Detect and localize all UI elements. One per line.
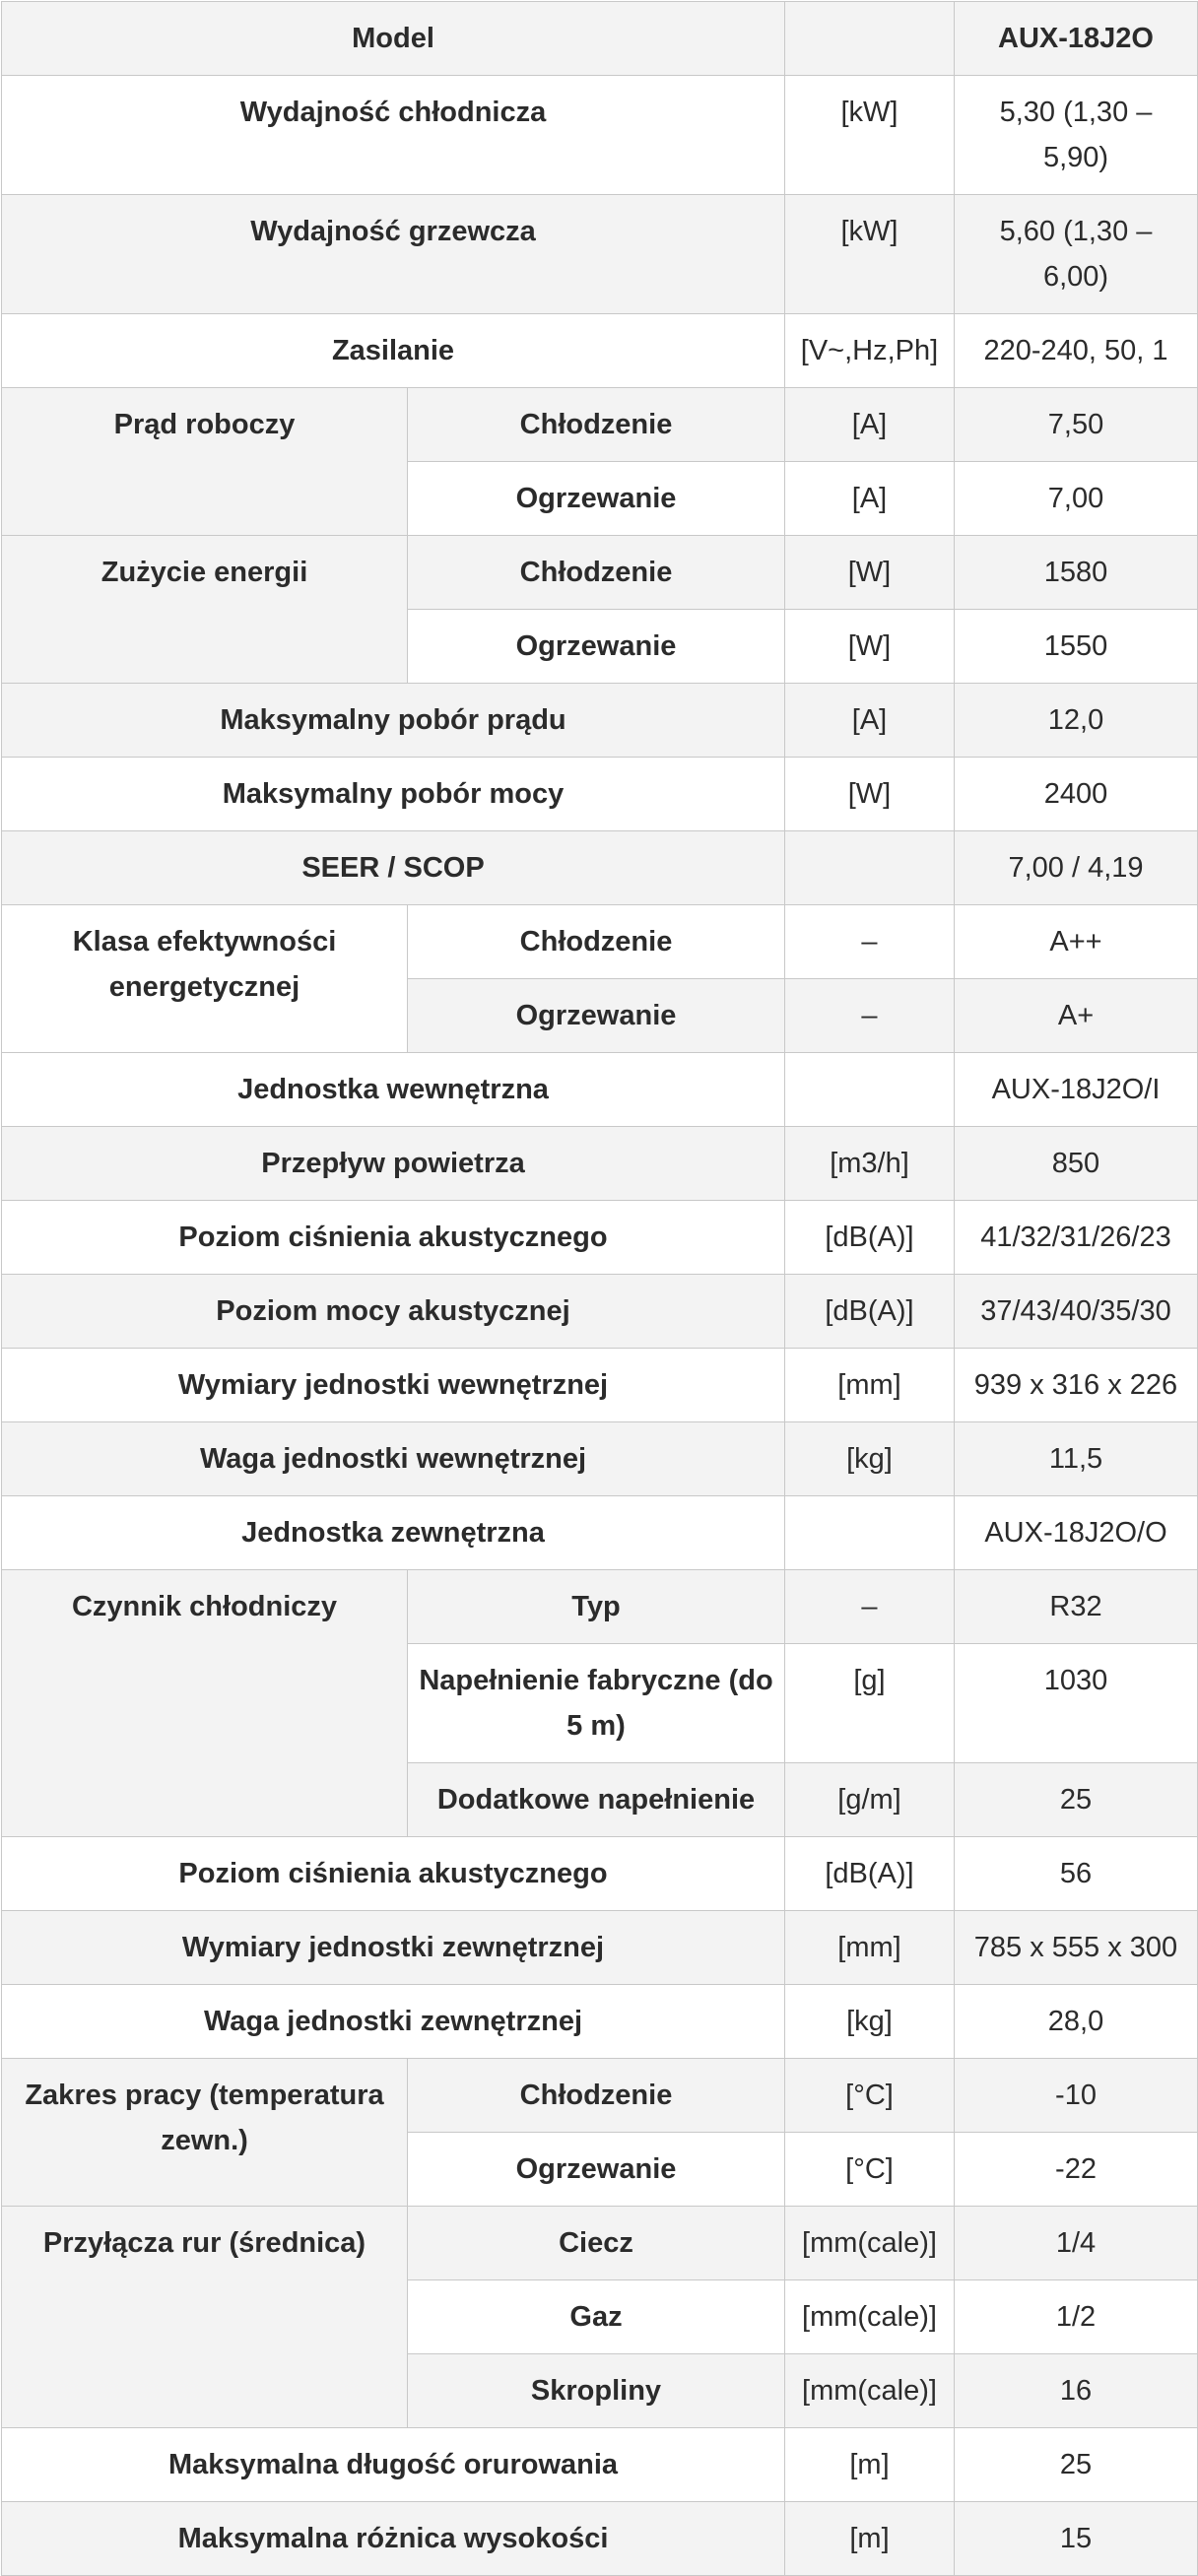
- row-energy-class-cooling: [2, 905, 1198, 979]
- row-energy-use-cooling: [2, 536, 1198, 610]
- row-value: A++: [955, 905, 1198, 979]
- row-label: Wymiary jednostki wewnętrznej: [2, 1349, 785, 1422]
- sub-label: Chłodzenie: [408, 2059, 785, 2133]
- row-value: 28,0: [955, 1985, 1198, 2059]
- row-outdoor-weight: [2, 1985, 1198, 2059]
- row-outdoor-unit: [2, 1496, 1198, 1570]
- sub-label: Skropliny: [408, 2354, 785, 2428]
- row-label: Poziom mocy akustycznej: [2, 1275, 785, 1349]
- header-model-value: AUX-18J2O: [955, 2, 1198, 76]
- sub-label: Ogrzewanie: [408, 610, 785, 684]
- row-heating-capacity: [2, 195, 1198, 314]
- row-unit: [dB(A)]: [785, 1201, 955, 1275]
- row-unit: [kW]: [785, 195, 955, 314]
- row-airflow: [2, 1127, 1198, 1201]
- row-outdoor-sound-pressure: [2, 1837, 1198, 1911]
- row-label: Maksymalny pobór mocy: [2, 758, 785, 831]
- row-pipe-liquid: [2, 2207, 1198, 2280]
- row-unit: [mm(cale)]: [785, 2280, 955, 2354]
- row-value: 220-240, 50, 1: [955, 314, 1198, 388]
- row-unit: [kg]: [785, 1985, 955, 2059]
- row-unit: [mm]: [785, 1911, 955, 1985]
- row-value: 37/43/40/35/30: [955, 1275, 1198, 1349]
- row-value: 1030: [955, 1644, 1198, 1763]
- row-indoor-weight: [2, 1422, 1198, 1496]
- sub-label: Chłodzenie: [408, 388, 785, 462]
- row-unit: [785, 831, 955, 905]
- row-value: 11,5: [955, 1422, 1198, 1496]
- row-indoor-unit: [2, 1053, 1198, 1127]
- sub-label: Chłodzenie: [408, 905, 785, 979]
- row-unit: [mm(cale)]: [785, 2354, 955, 2428]
- row-label: Waga jednostki wewnętrznej: [2, 1422, 785, 1496]
- row-label: Jednostka zewnętrzna: [2, 1496, 785, 1570]
- sub-label: Napełnienie fabryczne (do 5 m): [408, 1644, 785, 1763]
- row-value: 1/4: [955, 2207, 1198, 2280]
- row-operating-range-cooling: [2, 2059, 1198, 2133]
- row-value: 1550: [955, 610, 1198, 684]
- row-value: 7,00: [955, 462, 1198, 536]
- row-unit: [785, 1053, 955, 1127]
- row-unit: –: [785, 905, 955, 979]
- row-unit: [W]: [785, 610, 955, 684]
- row-value: 1/2: [955, 2280, 1198, 2354]
- row-value: 7,50: [955, 388, 1198, 462]
- row-unit: [W]: [785, 536, 955, 610]
- row-value: A+: [955, 979, 1198, 1053]
- row-indoor-dimensions: [2, 1349, 1198, 1422]
- row-value: AUX-18J2O/I: [955, 1053, 1198, 1127]
- row-value: 939 x 316 x 226: [955, 1349, 1198, 1422]
- row-value: 25: [955, 2428, 1198, 2502]
- row-unit: [m]: [785, 2502, 955, 2576]
- row-unit: [A]: [785, 388, 955, 462]
- header-unit: [785, 2, 955, 76]
- row-cooling-capacity: [2, 76, 1198, 195]
- sub-label: Dodatkowe napełnienie: [408, 1763, 785, 1837]
- row-value: 16: [955, 2354, 1198, 2428]
- sub-label: Gaz: [408, 2280, 785, 2354]
- row-value: 2400: [955, 758, 1198, 831]
- group-label: Zakres pracy (temperatura zewn.): [2, 2059, 408, 2207]
- row-unit: [°C]: [785, 2133, 955, 2207]
- row-value: -22: [955, 2133, 1198, 2207]
- row-unit: [kW]: [785, 76, 955, 195]
- row-unit: [mm(cale)]: [785, 2207, 955, 2280]
- row-value: 25: [955, 1763, 1198, 1837]
- row-unit: [W]: [785, 758, 955, 831]
- sub-label: Ciecz: [408, 2207, 785, 2280]
- row-indoor-sound-power: [2, 1275, 1198, 1349]
- sub-label: Typ: [408, 1570, 785, 1644]
- row-max-pipe-length: [2, 2428, 1198, 2502]
- row-unit: [mm]: [785, 1349, 955, 1422]
- row-label: Waga jednostki zewnętrznej: [2, 1985, 785, 2059]
- row-max-height-diff: [2, 2502, 1198, 2576]
- row-unit: [g/m]: [785, 1763, 955, 1837]
- row-unit: [785, 1496, 955, 1570]
- row-indoor-sound-pressure: [2, 1201, 1198, 1275]
- row-unit: [A]: [785, 684, 955, 758]
- row-unit: [kg]: [785, 1422, 955, 1496]
- group-label: Prąd roboczy: [2, 388, 408, 536]
- row-value: 7,00 / 4,19: [955, 831, 1198, 905]
- row-label: Maksymalny pobór prądu: [2, 684, 785, 758]
- header-model-label: Model: [2, 2, 785, 76]
- sub-label: Chłodzenie: [408, 536, 785, 610]
- sub-label: Ogrzewanie: [408, 462, 785, 536]
- row-label: Wydajność chłodnicza: [2, 76, 785, 195]
- row-value: 56: [955, 1837, 1198, 1911]
- row-unit: [A]: [785, 462, 955, 536]
- row-value: 5,30 (1,30 – 5,90): [955, 76, 1198, 195]
- row-max-power: [2, 758, 1198, 831]
- row-label: Wymiary jednostki zewnętrznej: [2, 1911, 785, 1985]
- row-seer-scop: [2, 831, 1198, 905]
- row-unit: [g]: [785, 1644, 955, 1763]
- row-unit: –: [785, 979, 955, 1053]
- row-label: Poziom ciśnienia akustycznego: [2, 1837, 785, 1911]
- row-max-current: [2, 684, 1198, 758]
- group-label: Klasa efektywności energetycznej: [2, 905, 408, 1053]
- row-label: Przepływ powietrza: [2, 1127, 785, 1201]
- row-unit: [V~,Hz,Ph]: [785, 314, 955, 388]
- group-label: Przyłącza rur (średnica): [2, 2207, 408, 2428]
- row-value: R32: [955, 1570, 1198, 1644]
- row-value: 5,60 (1,30 – 6,00): [955, 195, 1198, 314]
- sub-label: Ogrzewanie: [408, 2133, 785, 2207]
- row-label: Poziom ciśnienia akustycznego: [2, 1201, 785, 1275]
- row-unit: [dB(A)]: [785, 1275, 955, 1349]
- row-label: Maksymalna długość orurowania: [2, 2428, 785, 2502]
- row-unit: [m3/h]: [785, 1127, 955, 1201]
- row-label: Wydajność grzewcza: [2, 195, 785, 314]
- row-unit: [m]: [785, 2428, 955, 2502]
- row-label: Jednostka wewnętrzna: [2, 1053, 785, 1127]
- row-value: 850: [955, 1127, 1198, 1201]
- row-unit: [dB(A)]: [785, 1837, 955, 1911]
- row-operating-current-cooling: [2, 388, 1198, 462]
- header-row: [2, 2, 1198, 76]
- row-power-supply: [2, 314, 1198, 388]
- row-value: 785 x 555 x 300: [955, 1911, 1198, 1985]
- row-value: 41/32/31/26/23: [955, 1201, 1198, 1275]
- sub-label: Ogrzewanie: [408, 979, 785, 1053]
- row-unit: [°C]: [785, 2059, 955, 2133]
- specification-table: [1, 1, 1198, 2576]
- row-value: -10: [955, 2059, 1198, 2133]
- row-value: AUX-18J2O/O: [955, 1496, 1198, 1570]
- row-label: Zasilanie: [2, 314, 785, 388]
- row-label: Maksymalna różnica wysokości: [2, 2502, 785, 2576]
- group-label: Czynnik chłodniczy: [2, 1570, 408, 1837]
- row-value: 1580: [955, 536, 1198, 610]
- row-outdoor-dimensions: [2, 1911, 1198, 1985]
- row-label: SEER / SCOP: [2, 831, 785, 905]
- group-label: Zużycie energii: [2, 536, 408, 684]
- row-refrigerant-type: [2, 1570, 1198, 1644]
- row-value: 15: [955, 2502, 1198, 2576]
- row-unit: –: [785, 1570, 955, 1644]
- row-value: 12,0: [955, 684, 1198, 758]
